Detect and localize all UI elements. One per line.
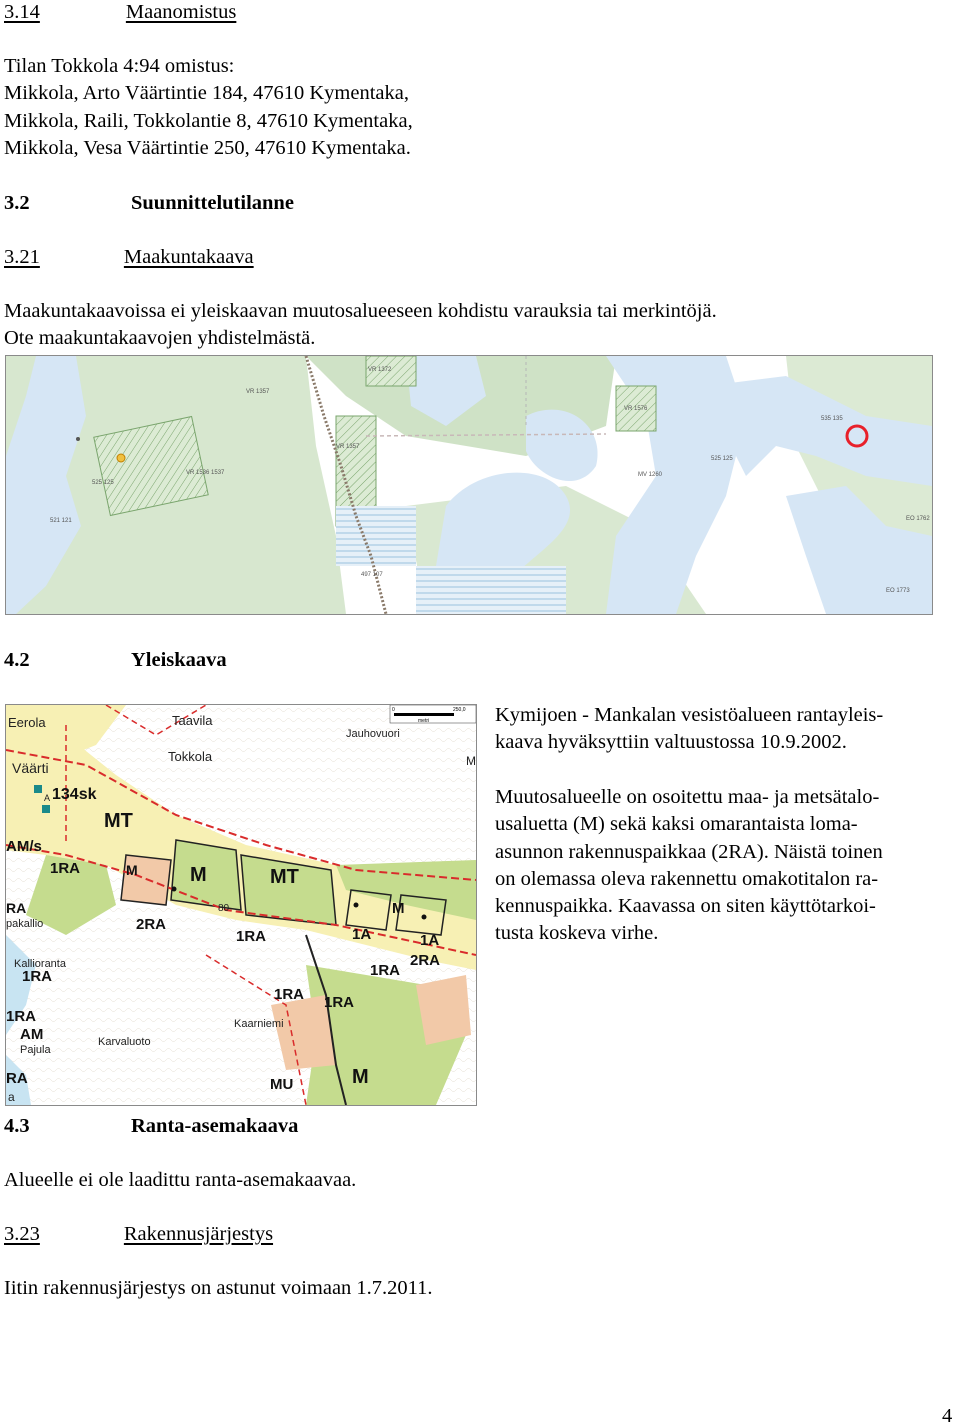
maakuntakaava-map-image — [6, 356, 932, 614]
map-label: Kallioranta — [14, 958, 66, 970]
maakuntakaava-paragraph — [4, 298, 717, 353]
paragraph-line: Maakuntakaavoissa ei yleiskaavan muutosalueeseen kohdistu varauksia tai merkintöjä. — [4, 300, 717, 322]
map-label: Karvaluoto — [98, 1036, 151, 1048]
map-label: Eerola — [8, 715, 46, 730]
maakuntakaava-map — [5, 355, 933, 615]
map-label: M — [190, 864, 207, 886]
map-label: MT — [104, 810, 133, 832]
section-heading-3-21 — [4, 247, 254, 268]
paragraph-line: Ote maakuntakaavojen yhdistelmästä. — [4, 327, 316, 350]
section-title: Rakennusjärjestys — [123, 1223, 274, 1245]
map-label: 1RA — [274, 986, 305, 1003]
map-label: 1A — [352, 926, 372, 943]
section-title: Yleiskaava — [131, 649, 227, 671]
map-label: pakallio — [6, 918, 44, 930]
scale-label: 0 — [392, 707, 395, 713]
map-label: 521 121 — [50, 518, 72, 524]
owners-intro: Tilan Tokkola 4:94 omistus: — [4, 55, 235, 77]
section-heading-4-2 — [4, 649, 227, 671]
map-label: EO 1773 — [886, 588, 910, 594]
owner-line: Mikkola, Vesa Väärtintie 250, 47610 Kymentaka. — [4, 136, 411, 159]
map-label: 1RA — [6, 1008, 37, 1025]
section-heading-3-14 — [4, 2, 259, 23]
yleiskaava-map — [5, 704, 477, 1106]
map-label: 1RA — [324, 994, 355, 1011]
map-label: 497 107 — [361, 572, 383, 578]
paragraph-line: usaluetta (M) sekä kaksi omarantaista loma- — [495, 813, 858, 836]
map-label: VR 1357 — [336, 444, 360, 450]
map-label: 2RA — [136, 916, 167, 933]
map-label: 535 135 — [821, 416, 843, 422]
map-label: MT — [270, 866, 299, 888]
map-label: 1A — [420, 932, 440, 949]
section-number: 3.23 — [4, 1223, 40, 1245]
map-label: AM — [20, 1026, 44, 1043]
section-number: 4.2 — [4, 649, 30, 671]
map-label: Kaarniemi — [234, 1018, 284, 1030]
map-label: 2RA — [410, 952, 441, 969]
map-label: 80 — [218, 903, 230, 914]
paragraph-line: tusta koskeva virhe. — [495, 922, 659, 945]
owner-line: Mikkola, Raili, Tokkolantie 8, 47610 Kymentaka, — [4, 109, 413, 132]
map-label: VR 1576 — [624, 406, 648, 412]
map-label: M — [392, 900, 405, 917]
map-label: Väärti — [12, 760, 49, 776]
section-heading-4-3 — [4, 1115, 299, 1137]
scale-label: 250,0 — [453, 707, 466, 713]
map-label: 1RA — [50, 860, 81, 877]
map-label: AM/s — [6, 838, 42, 855]
map-label: VR 1357 — [246, 389, 270, 395]
paragraph-line: asunnon rakennuspaikkaa (2RA). Näistä toinen — [495, 840, 883, 863]
rakennus-paragraph: Iitin rakennusjärjestys on astunut voimaan 1.7.2011. — [4, 1277, 433, 1299]
map-label: EO 1762 — [906, 516, 930, 522]
section-title: Ranta-asemakaava — [131, 1115, 299, 1137]
map-label: Jauhovuori — [346, 728, 400, 740]
section-title: Maakuntakaava — [123, 246, 254, 268]
section-number: 3.14 — [4, 1, 40, 23]
map-label: M — [352, 1066, 369, 1088]
map-label: Pajula — [20, 1044, 51, 1056]
map-label: 525 125 — [711, 456, 733, 462]
map-label: RA — [6, 1070, 28, 1087]
map-label: 1RA — [22, 968, 53, 985]
map-label: a — [8, 1090, 15, 1104]
section-number: 3.21 — [4, 246, 40, 268]
owners-paragraph — [4, 53, 413, 162]
map-label: M — [126, 862, 138, 878]
owner-line: Mikkola, Arto Väärtintie 184, 47610 Kymentaka, — [4, 82, 409, 105]
map-label: A — [44, 793, 51, 803]
yleiskaava-map-image — [6, 705, 476, 1105]
paragraph-line: on olemassa oleva rakennettu omakotitalon ra- — [495, 867, 879, 890]
map-label: Taavila — [172, 713, 213, 728]
page-number: 4 — [942, 1405, 953, 1427]
paragraph-line: kaava hyväksyttiin valtuustossa 10.9.2002. — [495, 731, 847, 754]
yleiskaava-side-paragraph-2 — [495, 784, 955, 948]
section-number: 4.3 — [4, 1115, 30, 1137]
map-label: Tokkola — [168, 749, 213, 764]
section-heading-3-23 — [4, 1224, 273, 1245]
section-title: Maanomistus — [125, 1, 237, 23]
map-label: 134sk — [52, 786, 97, 803]
map-label: M — [466, 754, 476, 768]
map-label: MV 1260 — [638, 472, 663, 478]
section-heading-3-2 — [4, 192, 294, 214]
map-label: RA — [6, 900, 27, 916]
map-label: 1RA — [236, 928, 267, 945]
map-label: VR 1372 — [368, 367, 392, 373]
section-title: Suunnittelutilanne — [131, 192, 294, 214]
paragraph-line: Kymijoen - Mankalan vesistöalueen rantayleis- — [495, 704, 884, 726]
scale-label: metri — [418, 718, 430, 724]
paragraph-line: Muutosalueelle on osoitettu maa- ja metsätalo- — [495, 786, 880, 808]
map-label: 525 125 — [92, 480, 114, 486]
yleiskaava-side-paragraph-1 — [495, 702, 955, 757]
ranta-paragraph: Alueelle ei ole laadittu ranta-asemakaavaa. — [4, 1169, 357, 1191]
paragraph-line: kennuspaikka. Kaavassa on siten käyttötarkoi- — [495, 895, 876, 918]
map-label: MU — [270, 1076, 294, 1093]
section-number: 3.2 — [4, 192, 30, 214]
map-label: 1RA — [370, 962, 401, 979]
map-label: VR 1536 1537 — [186, 470, 225, 476]
